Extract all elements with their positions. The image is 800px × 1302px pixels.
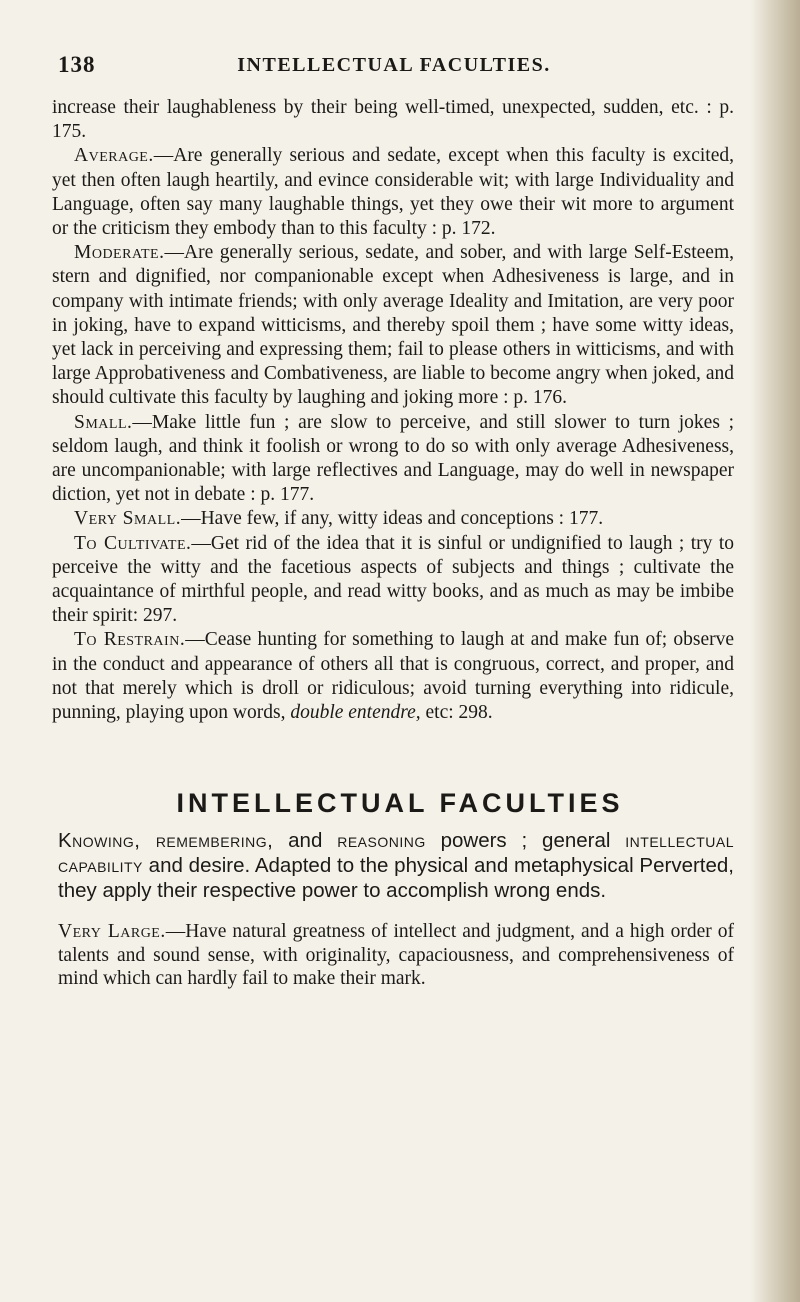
entry-text: —Have few, if any, witty ideas and conceptions : 177. xyxy=(181,508,604,530)
intro-smallcaps-3: intellectual capability xyxy=(58,829,734,877)
entry-label: To Cultivate. xyxy=(74,532,192,554)
entry-to-cultivate xyxy=(52,532,734,629)
intro-smallcaps-2: reasoning xyxy=(337,829,426,852)
entry-text: —Make little fun ; are slow to perceive, and still slower to turn jokes ; seldom laugh, and think it foolish or wrong to do so with only average Adhesiveness, are uncompanionable; with large reflectives and Language, may do well in newspaper diction, yet not in debate : p. 177. xyxy=(52,411,734,506)
intro-smallcaps: Knowing, remembering, xyxy=(58,829,274,852)
entry-very-large xyxy=(58,920,734,991)
intro-and: and xyxy=(273,829,338,852)
entry-text: —Get rid of the idea that it is sinful or undignified to laugh ; try to perceive the witty and the facetious aspects of subjects and things ; cultivate the acquaintance of mirthful people, and read witty books, and as much as may be imbibe their spirit: 297. xyxy=(52,532,734,627)
intro-rest-2: and desire. Adapted to the physical and metaphysical Perverted, they apply their respective power to accomplish wrong ends. xyxy=(58,854,734,902)
page-header xyxy=(58,52,730,82)
entry-text: —Cease hunting for something to laugh at and make fun of; observe in the conduct and appearance of others all that is congruous, correct, and proper, and not that merely which is droll or ridiculous; avoid turning everything into ridicule, punning, playing upon words, xyxy=(52,629,735,724)
entry-very-small xyxy=(52,507,734,531)
entry-label: Small. xyxy=(74,411,133,433)
body-text xyxy=(52,96,734,725)
section-intro xyxy=(58,828,734,903)
entry-text: —Are generally serious and sedate, except when this faculty is excited, yet then often laugh heartily, and evince considerable wit; with large Individuality and Language, often say many laughable things, yet they owe their wit more to argument or the criticism they embody than to this faculty : p. 172. xyxy=(52,145,734,240)
section-title: INTELLECTUAL FACULTIES xyxy=(176,788,624,818)
entry-label: Very Small. xyxy=(74,508,182,530)
very-large-paragraph xyxy=(58,920,734,991)
entry-label: To Restrain. xyxy=(74,629,186,651)
entry-text: —Have natural greatness of intellect and judgment, and a high order of talents and sound sense, with originality, capaciousness, and comprehensiveness of mind which can hardly fail to make their mark. xyxy=(58,921,734,989)
page-number: 138 xyxy=(58,52,96,77)
page-edge-shadow xyxy=(750,0,800,1302)
entry-italic: double entendre, xyxy=(290,702,421,724)
intro-rest-1: powers ; general xyxy=(425,829,626,852)
entry-moderate xyxy=(52,241,734,410)
continued-paragraph: increase their laughableness by their being well-timed, unexpected, sudden, etc. : p. 175. xyxy=(52,97,734,143)
entry-label: Very Large. xyxy=(58,921,166,942)
entry-label: Average. xyxy=(74,145,154,167)
entry-text: —Are generally serious, sedate, and sober, and with large Self-Esteem, stern and dignified, nor companionable except when Adhesiveness is large, and in company with intimate friends; with only average Ideality and Imitation, are very poor in joking, have to expand witticisms, and thereby spoil them ; have some witty ideas, yet lack in perceiving and expressing them; fail to please others in witticisms, and with large Approbativeness and Combativeness, are liable to become angry when joked, and should cultivate this faculty by laughing and joking more : p. 176. xyxy=(52,242,734,409)
entry-small xyxy=(52,411,734,508)
section-intro-paragraph xyxy=(58,828,734,903)
entry-to-restrain xyxy=(52,628,734,725)
entry-label: Moderate. xyxy=(74,242,165,264)
running-head: INTELLECTUAL FACULTIES. xyxy=(237,54,551,76)
entry-tail: etc: 298. xyxy=(420,702,493,724)
entry-average xyxy=(52,144,734,241)
